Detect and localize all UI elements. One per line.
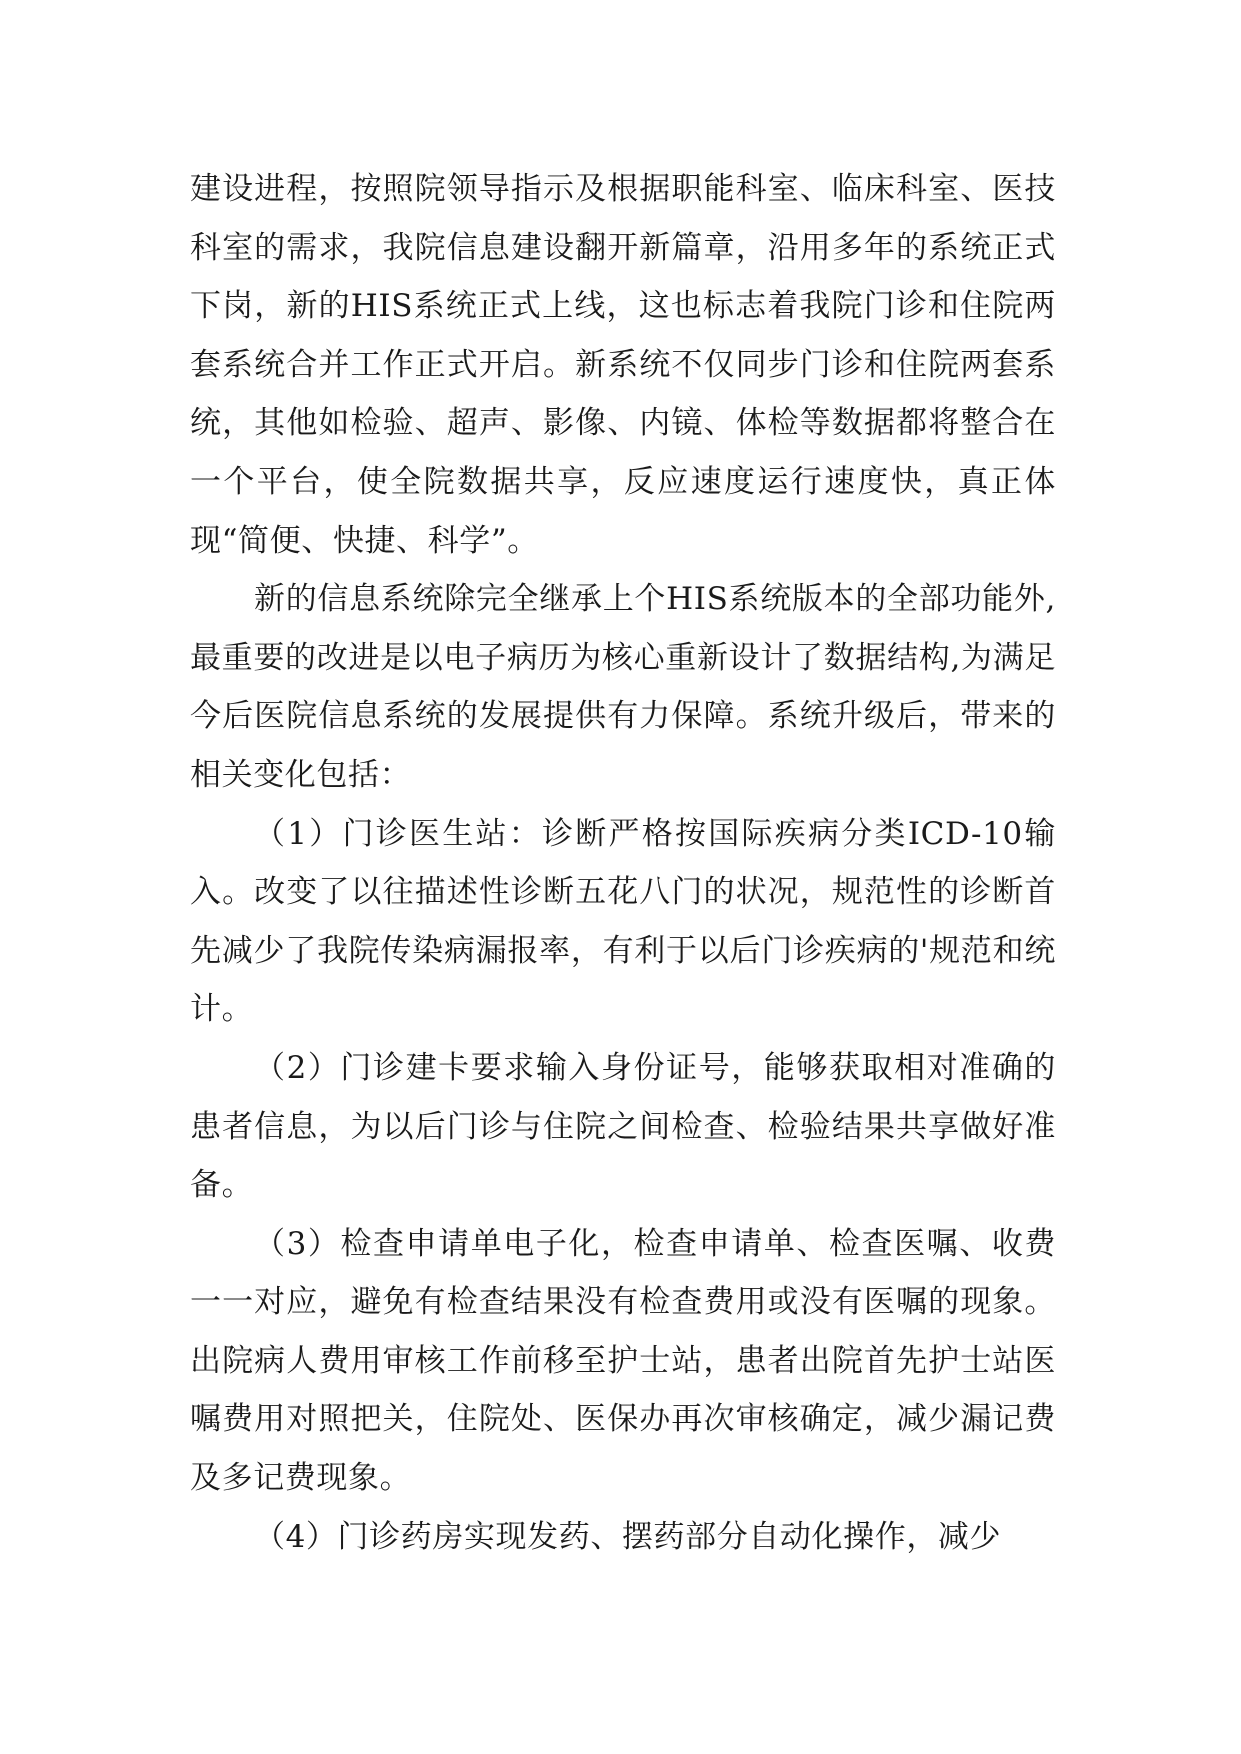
paragraph-continuation: 建设进程，按照院领导指示及根据职能科室、临床科室、医技科室的需求，我院信息建设翻开新篇章，沿用多年的系统正式下岗，新的HIS系统正式上线，这也标志着我院门诊和住院两套系统合并工作正式开启。新系统不仅同步门诊和住院两套系统，其他如检验、超声、影像、内镜、体检等数据都将整合在一个平台，使全院数据共享，反应速度运行速度快，真正体现“简便、快捷、科学”。 [190, 171, 1056, 559]
list-item-outpatient-doctor-station: （1）门诊医生站：诊断严格按国际疾病分类ICD-10输入。改变了以往描述性诊断五花八门的状况，规范性的诊断首先减少了我院传染病漏报率，有利于以后门诊疾病的'规范和统计。 [190, 815, 1056, 1028]
list-item-electronic-requisition: （3）检查申请单电子化，检查申请单、检查医嘱、收费一一对应，避免有检查结果没有检查费用或没有医嘱的现象。出院病人费用审核工作前移至护士站，患者出院首先护士站医嘱费用对照把关，住院处、医保办再次审核确定，减少漏记费及多记费现象。 [190, 1225, 1056, 1497]
document-body [190, 160, 1056, 1566]
list-item-pharmacy-automation: （4）门诊药房实现发药、摆药部分自动化操作，减少 [254, 1518, 1002, 1555]
list-item-outpatient-card: （2）门诊建卡要求输入身份证号，能够获取相对准确的患者信息，为以后门诊与住院之间检查、检验结果共享做好准备。 [190, 1049, 1056, 1204]
paragraph-system-upgrade: 新的信息系统除完全继承上个HIS系统版本的全部功能外,最重要的改进是以电子病历为核心重新设计了数据结构,为满足今后医院信息系统的发展提供有力保障。系统升级后，带来的相关变化包括： [190, 581, 1056, 793]
